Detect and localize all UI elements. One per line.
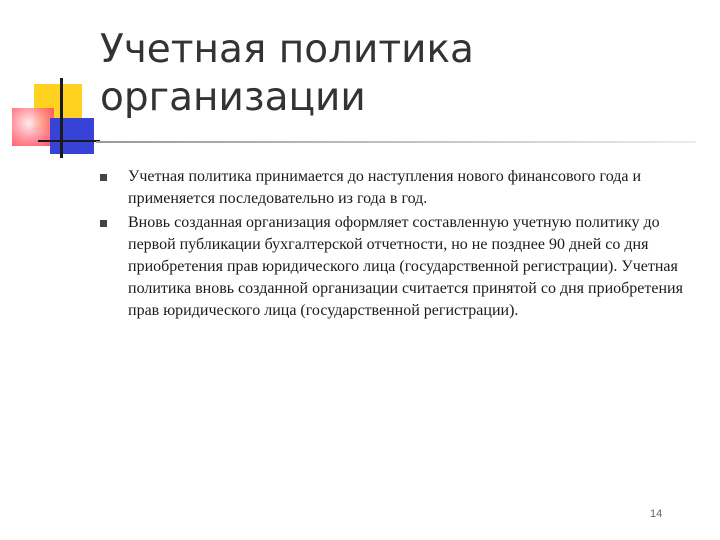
vertical-line-decoration <box>60 78 63 158</box>
slide-title-line2: организации <box>100 75 366 120</box>
slide-title <box>100 26 660 122</box>
blue-square-decoration <box>50 118 94 154</box>
title-underline <box>96 141 696 143</box>
page-number: 14 <box>650 508 663 520</box>
square-bullet-icon <box>100 174 107 181</box>
square-bullet-icon <box>100 220 107 227</box>
bullet-list <box>100 166 700 324</box>
bullet-item <box>100 212 700 322</box>
bullet-item <box>100 166 700 210</box>
slide-title-line1: Учетная политика <box>100 27 474 72</box>
bullet-text: Учетная политика принимается до наступления нового финансового года и применяется последовательно из года в год. <box>128 168 642 207</box>
decorative-logo-blocks <box>0 0 110 170</box>
horizontal-line-decoration <box>38 140 100 142</box>
bullet-text: Вновь созданная организация оформляет составленную учетную политику до первой публикации бухгалтерской отчетности, но не позднее 90 дней со дня приобретения прав юридического лица (государственной регистрации). Учетная политика вновь созданной организации считается принятой со дня приобретения прав юридического лица (государственной регистрации). <box>128 214 683 319</box>
